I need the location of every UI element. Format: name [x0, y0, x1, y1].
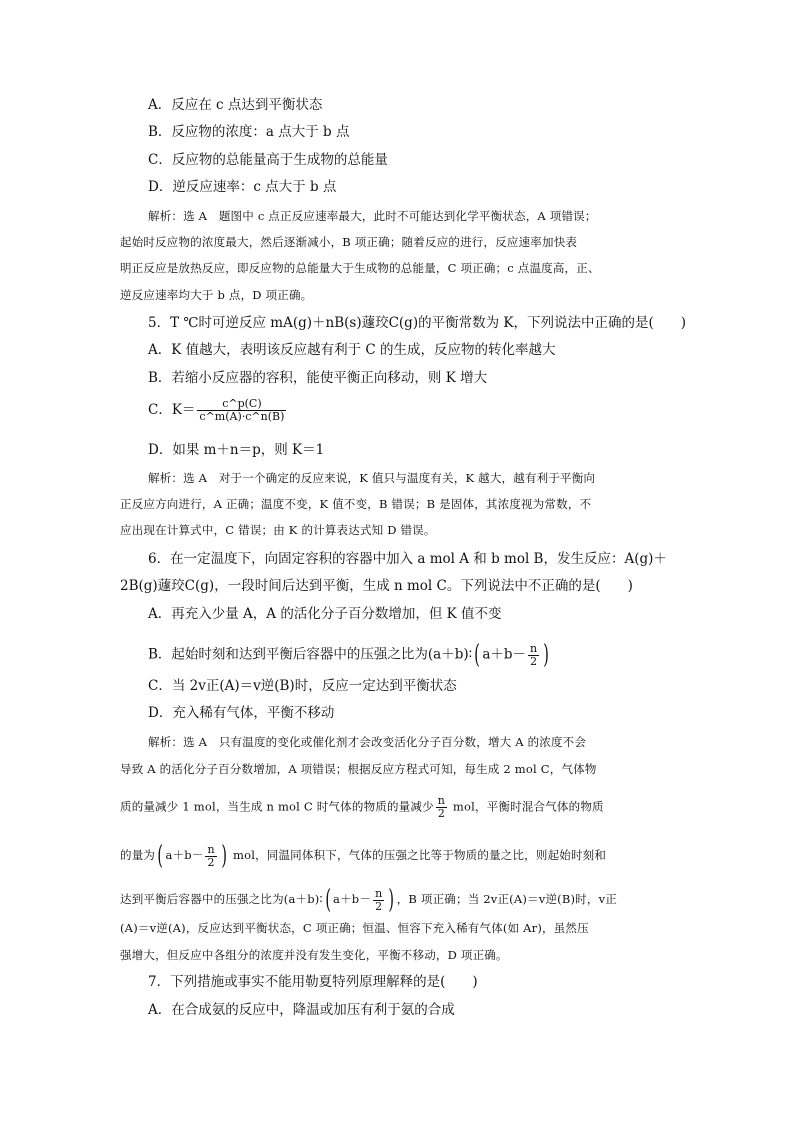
- q6-option-d: D．充入稀有气体，平衡不移动: [148, 705, 335, 721]
- q5-explanation-line: 解析：选 A 对于一个确定的反应来说，K 值只与温度有关，K 越大，越有利于平衡向: [148, 471, 596, 485]
- q7-option-a: A．在合成氨的反应中，降温或加压有利于氨的合成: [148, 1002, 455, 1018]
- q5-option-c-prefix: C．K＝: [148, 402, 196, 418]
- q5-explanation-line: 正反应方向进行，A 正确；温度不变，K 值不变，B 错误；B 是固体，其浓度视为常数，不: [120, 497, 592, 511]
- q6-option-a: A．再充入少量 A，A 的活化分子百分数增加，但 K 值不变: [148, 606, 502, 622]
- q4-explanation-line: 逆反应速率均大于 b 点，D 项正确。: [120, 288, 313, 302]
- q6-option-b-inner: a＋b－: [482, 646, 527, 663]
- q6-option-c: C．当 2v正(A)＝v逆(B)时，反应一定达到平衡状态: [148, 678, 457, 694]
- q6-explanation-line: (A)＝v逆(A)，反应达到平衡状态，C 项正确；恒温、恒容下充入稀有气体(如 Ar)，虽然压: [120, 921, 589, 935]
- q5-option-c: [148, 398, 288, 423]
- q6-explanation-line: 达到平衡后容器中的压强之比为(a＋b)∶( a＋b－ $\frac{n}{2}$ ) ，B 项正确；当 2v正(A)＝v逆(B)时，v正: [120, 885, 617, 915]
- q6-explanation-line: 质的量减少 1 mol，当生成 n mol C 时气体的物质的量减少 $\frac{n}{2}$ mol，平衡时混合气体的物质: [120, 794, 604, 820]
- n-over-2-fraction: $\frac{n}{2}$: [530, 641, 538, 668]
- q4-explanation-line: 起始时反应物的浓度最大，然后逐渐减小，B 项正确；随着反应的进行，反应速率加快表: [120, 235, 578, 249]
- q4-option-c: C．反应物的总能量高于生成物的总能量: [148, 152, 388, 168]
- q4-explanation-line: 解析：选 A 题图中 c 点正反应速率最大，此时不可能达到化学平衡状态，A 项错误；: [148, 209, 597, 223]
- q6-stem-line: 6．在一定温度下，向固定容积的容器中加入 a mol A 和 b mol B，发生反应：A(g)＋: [148, 551, 667, 567]
- q4-explanation-line: 明正反应是放热反应，即反应物的总能量大于生成物的总能量，C 项正确；c 点温度高，正、: [120, 261, 600, 275]
- q6-explanation-line: 的量为( a＋b－ $\frac{n}{2}$ ) mol，同温同体积下，气体的压强之比等于物质的量之比，则起始时刻和: [120, 841, 607, 871]
- q5-k-numerator: c^p(C): [197, 398, 286, 411]
- q7-stem: 7．下列措施或事实不能用勒夏特列原理解释的是( ): [148, 974, 478, 990]
- q5-k-fraction: [197, 398, 286, 423]
- q6-option-b: B．起始时刻和达到平衡后容器中的压强之比为(a＋b)∶( a＋b－ $\frac{n}{2}$ ): [148, 640, 549, 670]
- q5-stem: 5．T ℃时可逆反应 mA(g)＋nB(s)蘧珓C(g)的平衡常数为 K，下列说法中正确的是( ): [148, 315, 686, 331]
- q4-option-d: D．逆反应速率：c 点大于 b 点: [148, 179, 337, 195]
- q5-explanation-line: 应出现在计算式中，C 错误；由 K 的计算表达式知 D 错误。: [120, 523, 436, 537]
- n-over-2-fraction: $\frac{n}{2}$: [437, 794, 446, 820]
- q6-explanation-line: 导致 A 的活化分子百分数增加，A 项错误；根据反应方程式可知，每生成 2 mol C，气体物: [120, 762, 597, 776]
- q4-option-b: B．反应物的浓度：a 点大于 b 点: [148, 124, 350, 140]
- q6-stem-line: 2B(g)蘧珓C(g)，一段时间后达到平衡，生成 n mol C。下列说法中不正确的是( ): [120, 578, 633, 594]
- q5-option-b: B．若缩小反应器的容积，能使平衡正向移动，则 K 增大: [148, 370, 488, 386]
- n-over-2-fraction: $\frac{n}{2}$: [207, 842, 215, 869]
- q4-option-a: A．反应在 c 点达到平衡状态: [148, 97, 323, 113]
- n-over-2-fraction: $\frac{n}{2}$: [375, 886, 383, 913]
- q6-option-b-prefix: B．起始时刻和达到平衡后容器中的压强之比为(a＋b)∶: [148, 646, 473, 663]
- q5-option-a: A．K 值越大，表明该反应越有利于 C 的生成，反应物的转化率越大: [148, 342, 556, 358]
- q6-explanation-line: 解析：选 A 只有温度的变化或催化剂才会改变活化分子百分数，增大 A 的浓度不会: [148, 735, 587, 749]
- q5-option-d: D．如果 m＋n＝p，则 K＝1: [148, 442, 325, 458]
- q6-explanation-line: 强增大，但反应中各组分的浓度并没有发生变化，平衡不移动，D 项正确。: [120, 948, 508, 962]
- q5-k-denominator: c^m(A)·c^n(B): [199, 410, 285, 423]
